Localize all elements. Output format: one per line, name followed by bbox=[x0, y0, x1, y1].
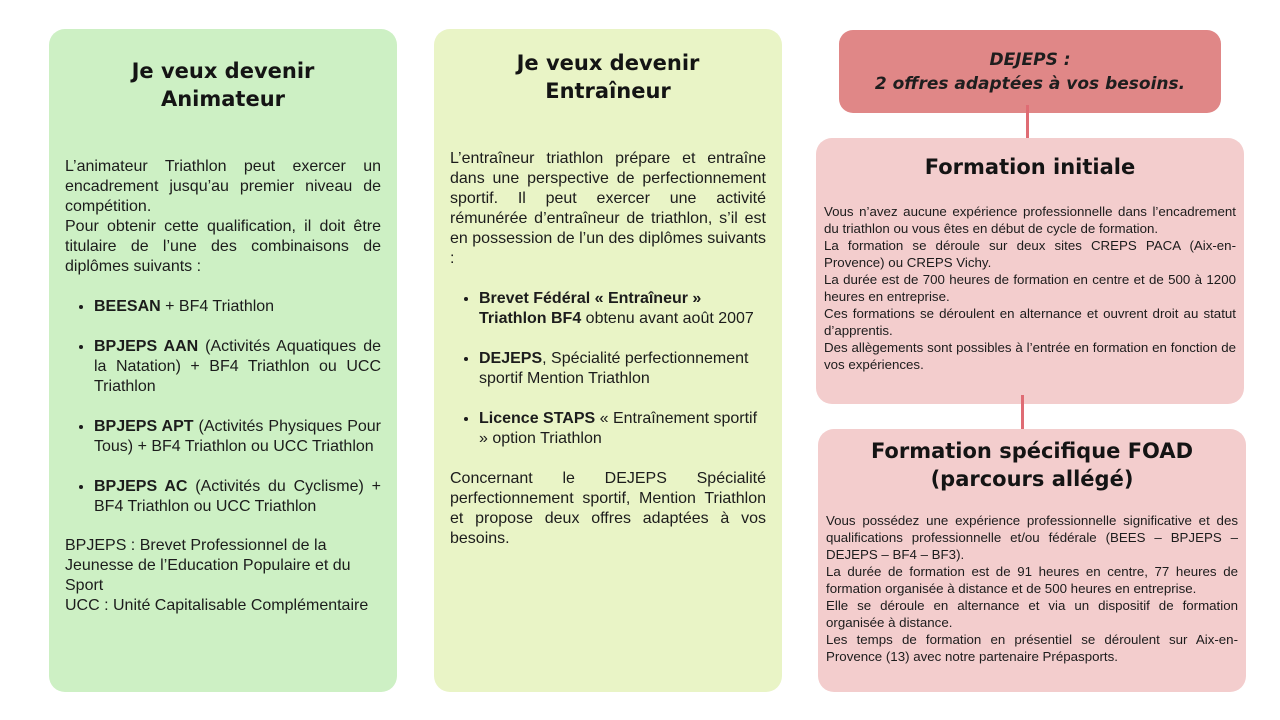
formation-foad-title-line2: (parcours allégé) bbox=[930, 467, 1134, 491]
formation-foad-title bbox=[826, 437, 1238, 493]
list-item bbox=[94, 417, 381, 457]
diploma-name: BEESAN bbox=[94, 298, 161, 315]
formation-initiale-card bbox=[816, 138, 1244, 404]
diploma-name: Brevet Fédéral « Entraîneur » Triathlon BF4 bbox=[479, 290, 702, 327]
entraineur-intro: L’entraîneur triathlon prépare et entraîne dans une perspective de perfectionnement sportif. Il peut exercer une activité rémunérée d’entraîneur de triathlon, s’il est en possession de l’un des diplômes suivants : bbox=[450, 150, 766, 267]
detail-line: La durée est de 700 heures de formation en centre et de 500 à 1200 heures en entreprise. bbox=[824, 272, 1236, 304]
diploma-detail: , Spécialité perfectionnement sportif Mention Triathlon bbox=[479, 350, 749, 387]
abbreviation-ucc: UCC : Unité Capitalisable Complémentaire bbox=[65, 597, 369, 614]
list-item bbox=[479, 409, 766, 449]
detail-line: Vous n’avez aucune expérience professionnelle dans l’encadrement du triathlon ou vous êtes en début de cycle de formation. bbox=[824, 204, 1236, 236]
abbreviations bbox=[65, 536, 381, 616]
animateur-intro-p2: Pour obtenir cette qualification, il doit être titulaire de l’une des combinaisons de diplômes suivants : bbox=[65, 218, 381, 275]
diploma-name: BPJEPS APT bbox=[94, 418, 194, 435]
formation-initiale-title: Formation initiale bbox=[924, 155, 1136, 179]
animateur-intro-p1: L’animateur Triathlon peut exercer un encadrement jusqu’au premier niveau de compétition. bbox=[65, 158, 381, 215]
entraineur-card bbox=[434, 29, 782, 692]
diploma-detail: (Activités Aquatiques de la Natation) + BF4 Triathlon ou UCC Triathlon bbox=[94, 338, 381, 395]
diploma-name: DEJEPS bbox=[479, 350, 543, 367]
detail-line: Des allègements sont possibles à l’entrée en formation en fonction de vos expériences. bbox=[824, 340, 1236, 372]
entraineur-diploma-list bbox=[450, 289, 766, 449]
entraineur-title bbox=[450, 49, 766, 105]
list-item bbox=[94, 477, 381, 517]
dejeps-banner-line2: 2 offres adaptées à vos besoins. bbox=[874, 73, 1186, 94]
entraineur-closing: Concernant le DEJEPS Spécialité perfectionnement sportif, Mention Triathlon et propose deux offres adaptées à vos besoins. bbox=[450, 470, 766, 547]
formation-foad-card bbox=[818, 429, 1246, 692]
diploma-name: BPJEPS AC bbox=[94, 478, 188, 495]
animateur-title bbox=[65, 57, 381, 113]
detail-line: La formation se déroule sur deux sites CREPS PACA (Aix-en-Provence) ou CREPS Vichy. bbox=[824, 238, 1236, 270]
list-item bbox=[94, 337, 381, 397]
animateur-diploma-list bbox=[65, 297, 381, 517]
entraineur-title-line2: Entraîneur bbox=[545, 79, 671, 103]
diploma-detail: (Activités Physiques Pour Tous) + BF4 Triathlon ou UCC Triathlon bbox=[94, 418, 381, 455]
diploma-name: Licence STAPS bbox=[479, 410, 596, 427]
formation-foad-title-line1: Formation spécifique FOAD bbox=[870, 439, 1194, 463]
dejeps-banner bbox=[839, 30, 1221, 113]
diploma-name: BPJEPS AAN bbox=[94, 338, 199, 355]
diploma-detail: + BF4 Triathlon bbox=[160, 298, 275, 315]
list-item bbox=[479, 289, 766, 329]
detail-line: Vous possédez une expérience professionnelle significative et des qualifications professionnelle et/ou fédérale (BEES – BPJEPS – DEJEPS – BF4 – BF3). bbox=[826, 513, 1238, 562]
diploma-detail: « Entraînement sportif » option Triathlon bbox=[479, 410, 758, 447]
formation-foad-details bbox=[826, 512, 1238, 665]
animateur-intro bbox=[65, 157, 381, 277]
animateur-title-line2: Animateur bbox=[160, 87, 286, 111]
dejeps-banner-line1: DEJEPS : bbox=[989, 49, 1071, 70]
detail-line: La durée de formation est de 91 heures en centre, 77 heures de formation organisée à distance et de 500 heures en entreprise. bbox=[826, 564, 1238, 596]
animateur-card bbox=[49, 29, 397, 692]
list-item bbox=[479, 349, 766, 389]
detail-line: Elle se déroule en alternance et via un dispositif de formation organisée à distance. bbox=[826, 598, 1238, 630]
formation-initiale-details bbox=[824, 203, 1236, 373]
detail-line: Les temps de formation en présentiel se déroulent sur Aix-en-Provence (13) avec notre partenaire Prépasports. bbox=[826, 632, 1238, 664]
animateur-title-line1: Je veux devenir bbox=[131, 59, 315, 83]
detail-line: Ces formations se déroulent en alternance et ouvrent droit au statut d’apprentis. bbox=[824, 306, 1236, 338]
abbreviation-bpjeps: BPJEPS : Brevet Professionnel de la Jeunesse de l’Education Populaire et du Sport bbox=[65, 537, 351, 594]
diploma-detail: (Activités du Cyclisme) + BF4 Triathlon ou UCC Triathlon bbox=[94, 478, 381, 515]
entraineur-title-line1: Je veux devenir bbox=[516, 51, 700, 75]
diploma-detail: obtenu avant août 2007 bbox=[581, 310, 754, 327]
list-item bbox=[94, 297, 381, 317]
